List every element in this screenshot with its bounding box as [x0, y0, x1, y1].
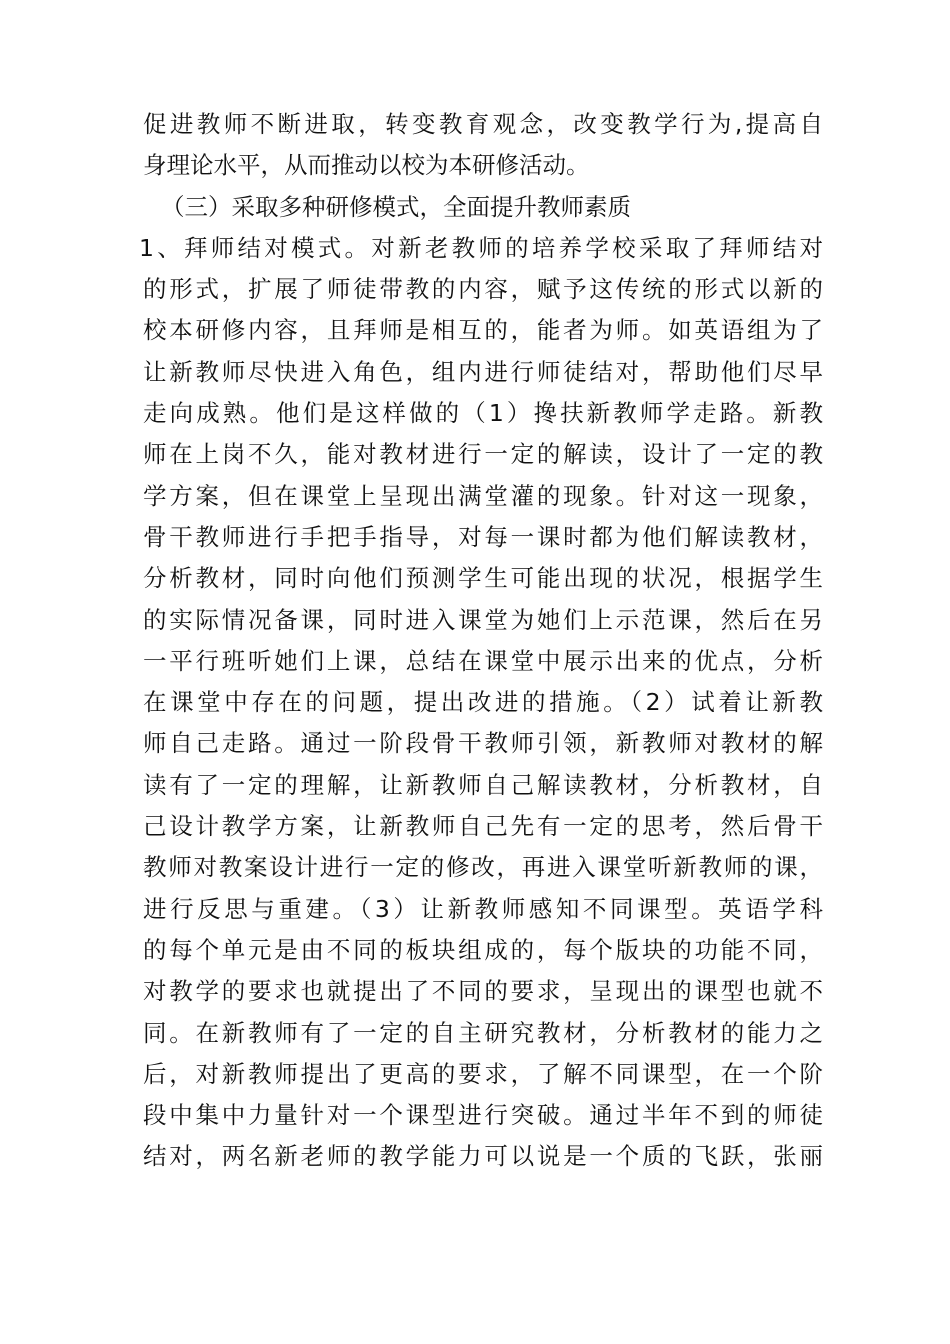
- text-line: 身理论水平，从而推动以校为本研修活动。: [143, 151, 590, 180]
- text-line: 己设计教学方案，让新教师自己先有一定的思考，然后骨干: [143, 812, 823, 841]
- text-line: 结对，两名新老师的教学能力可以说是一个质的飞跃，张丽: [143, 1142, 823, 1171]
- text-line: 的每个单元是由不同的板块组成的，每个版块的功能不同，: [143, 935, 823, 964]
- text-line: 一平行班听她们上课，总结在课堂中展示出来的优点，分析: [143, 646, 823, 675]
- text-line: 1、拜师结对模式。对新老教师的培养学校采取了拜师结对: [139, 233, 823, 262]
- text-line: 在课堂中存在的问题，提出改进的措施。（2）试着让新教: [143, 688, 823, 717]
- text-line: 后，对新教师提出了更高的要求，了解不同课型，在一个阶: [143, 1059, 823, 1088]
- text-line: 师自己走路。通过一阶段骨干教师引领，新教师对教材的解: [143, 729, 823, 758]
- text-line: 促进教师不断进取，转变教育观念，改变教学行为,提高自: [143, 110, 823, 138]
- text-line: 校本研修内容，且拜师是相互的，能者为师。如英语组为了: [143, 316, 823, 345]
- text-line: 分析教材，同时向他们预测学生可能出现的状况，根据学生: [143, 564, 823, 593]
- text-line: 对教学的要求也就提出了不同的要求，呈现出的课型也就不: [143, 977, 823, 1006]
- text-line: 师在上岗不久，能对教材进行一定的解读，设计了一定的教: [143, 440, 823, 469]
- text-line: 读有了一定的理解，让新教师自己解读教材，分析教材，自: [143, 770, 823, 799]
- text-line: 的形式，扩展了师徒带教的内容，赋予这传统的形式以新的: [143, 275, 823, 304]
- text-line: 学方案，但在课堂上呈现出满堂灌的现象。针对这一现象，: [143, 481, 823, 510]
- text-line: 让新教师尽快进入角色，组内进行师徒结对，帮助他们尽早: [143, 357, 823, 386]
- section-heading: （三）采取多种研修模式，全面提升教师素质: [161, 192, 631, 221]
- text-line: 骨干教师进行手把手指导，对每一课时都为他们解读教材，: [143, 522, 823, 551]
- text-line: 段中集中力量针对一个课型进行突破。通过半年不到的师徒: [143, 1101, 823, 1130]
- text-line: 走向成熟。他们是这样做的（1）搀扶新教师学走路。新教: [143, 399, 823, 428]
- text-line: 教师对教案设计进行一定的修改，再进入课堂听新教师的课，: [143, 853, 823, 882]
- body-text: [139, 104, 823, 1178]
- text-line: 的实际情况备课，同时进入课堂为她们上示范课，然后在另: [143, 605, 823, 634]
- text-line: 同。在新教师有了一定的自主研究教材，分析教材的能力之: [143, 1018, 823, 1047]
- text-line: 进行反思与重建。（3）让新教师感知不同课型。英语学科: [143, 894, 823, 923]
